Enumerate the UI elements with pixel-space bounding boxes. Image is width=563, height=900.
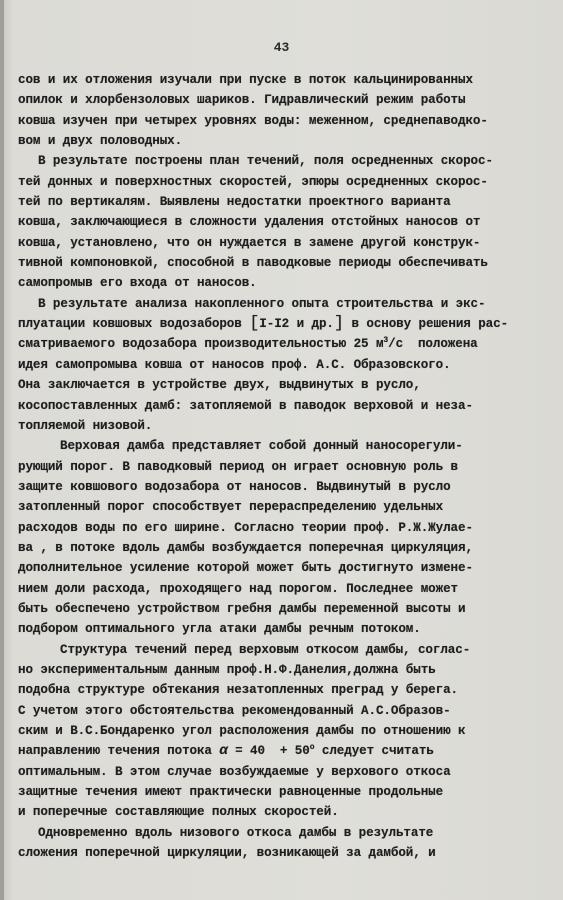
- page-number: 43: [273, 40, 290, 55]
- text-line: опилок и хлорбензоловых шариков. Гидравлический режим работы: [18, 93, 466, 108]
- text-line: защите ковшового водозабора от наносов. Выдвинутый в русло: [18, 479, 451, 494]
- alpha-symbol: α: [219, 743, 228, 760]
- text-line: оптимальным. В этом случае возбуждаемые у верхового откоса: [18, 764, 451, 779]
- text-line: В результате построены план течений, поля осредненных скорос-: [38, 154, 493, 169]
- body-text: [18, 70, 548, 863]
- text-line: нием доли расхода, проходящего над порогом. Последнее может: [18, 581, 458, 596]
- text-line: Структура течений перед верховым откосом дамбы, соглас-: [60, 642, 471, 657]
- text-line: защитные течения имеют практически равноценные продольные: [18, 785, 444, 800]
- text-line: тивной компоновкой, способной в паводковые периоды обеспечивать: [18, 256, 488, 271]
- text-line: ковша изучен при четырех уровнях воды: меженном, среднепаводко-: [18, 113, 488, 128]
- text-line: сложения поперечной циркуляции, возникающей за дамбой, и: [18, 846, 436, 861]
- text-line: тей донных и поверхностных скоростей, эпюры осредненных скорос-: [18, 174, 488, 189]
- degree-sign: o: [309, 743, 315, 753]
- text-line: вом и двух половодных.: [18, 134, 183, 149]
- text-line: идея самопромыва ковша от наносов проф. А.С. Образовского.: [18, 357, 451, 372]
- reference-bracket-open: [: [249, 314, 260, 334]
- text-line: быть обеспечено устройством гребня дамбы переменной высоты и: [18, 601, 466, 616]
- text-line: Одновременно вдоль низового откоса дамбы в результате: [38, 825, 434, 840]
- reference-text: I-I2 и др.: [259, 317, 334, 332]
- text-fragment: сматриваемого водозабора производительностью 25 м: [18, 337, 384, 352]
- text-fragment: направлению течения потока: [18, 744, 220, 759]
- text-line: Она заключается в устройстве двух, выдвинутых в русло,: [18, 378, 421, 393]
- text-line: ва , в потоке вдоль дамбы возбуждается поперечная циркуляция,: [18, 540, 473, 555]
- superscript-three: 3: [383, 336, 389, 346]
- text-line: рующий порог. В паводковый период он играет основную роль в: [18, 459, 458, 474]
- text-fragment: в основу решения рас-: [343, 317, 509, 332]
- text-line: топляемой низовой.: [18, 418, 153, 433]
- text-line: В результате анализа накопленного опыта строительства и экс-: [38, 296, 486, 311]
- text-line: но экспериментальным данным проф.Н.Ф.Данелия,должна быть: [18, 662, 436, 677]
- text-line: подобна структуре обтекания незатопленных преград у берега.: [18, 683, 458, 698]
- text-line: сов и их отложения изучали при пуске в поток кальцинированных: [18, 73, 473, 87]
- text-line: ским и В.С.Бондаренко угол расположения дамбы по отношению к: [18, 724, 466, 738]
- text-line: ковша, заключающиеся в сложности удаления отстойных наносов от: [18, 215, 481, 230]
- page-edge-shadow: [0, 0, 4, 900]
- text-line-with-reference: [18, 314, 548, 334]
- text-line-with-unit: [18, 334, 548, 354]
- text-line: тей по вертикалям. Выявлены недостатки проектного варианта: [18, 195, 451, 210]
- reference-bracket-close: ]: [333, 314, 344, 334]
- formula-text: = 40 + 50: [227, 744, 310, 759]
- text-fragment: /с положена: [388, 337, 478, 352]
- text-line-with-formula: [18, 741, 548, 761]
- text-line: самопромыв его входа от наносов.: [18, 276, 257, 291]
- text-fragment: плуатации ковшовых водозаборов: [18, 317, 250, 332]
- text-line: и поперечные составляющие полных скоростей.: [18, 805, 339, 820]
- text-line: С учетом этого обстоятельства рекомендованный А.С.Образов-: [18, 703, 451, 718]
- text-line: расходов воды по его ширине. Согласно теории проф. Р.Ж.Жулае-: [18, 520, 473, 535]
- text-fragment: следует считать: [314, 744, 434, 759]
- text-line: ковша, установлено, что он нуждается в замене другой конструк-: [18, 235, 481, 250]
- text-line: затопленный порог способствует перераспределению удельных: [18, 500, 444, 515]
- text-line: подбором оптимального угла атаки дамбы речным потоком.: [18, 622, 421, 637]
- text-line: косопоставленных дамб: затопляемой в паводок верховой и неза-: [18, 398, 473, 413]
- text-line: Верховая дамба представляет собой донный наносорегули-: [60, 439, 463, 454]
- text-line: дополнительное усиление которой может быть достигнуто измене-: [18, 561, 473, 576]
